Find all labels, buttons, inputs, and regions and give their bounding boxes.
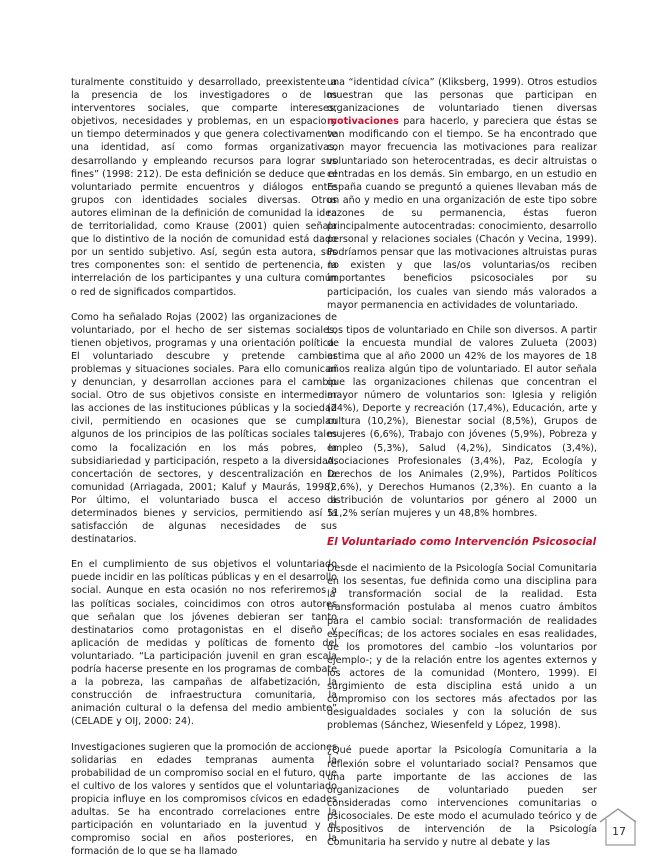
page-number: 17 bbox=[612, 825, 626, 838]
paragraph: turalmente constituido y desarrollado, preexistente a la presencia de los investigadores o de los interventores sociales, que comparte intereses, objetivos, necesidades y problemas, en un espacio y un tiempo determinados y que genera colectivamente una identidad, así como formas organizativas, desarrollando y empleando recursos para lograr sus fines” (1998: 212). De esta definición se deduce que el voluntariado permite encuentros y diálogos entre grupos con identidades sociales diversas. Otros autores eliminan de la definición de comunidad la idea de territorialidad, como Krause (2001) quien señala que lo distintivo de la noción de comunidad está dado por un sentido subjetivo. Así, según esta autora, sus tres componentes son: el sentido de pertenencia, la interrelación de los participantes y una cultura común o red de significados compartidos. bbox=[71, 76, 337, 299]
paragraph: ¿Qué puede aportar la Psicología Comunitaria a la reflexión sobre el voluntariado social? Pensamos que una parte importante de las acciones de las organizaciones de voluntariado pueden ser consideradas como intervenciones comunitarias o psicosociales. De este modo el acumulado teórico y de dispositivos de intervención de la Psicología Comunitaria ha servido y nutre al debate y las bbox=[327, 744, 597, 849]
right-column bbox=[327, 76, 597, 849]
highlighted-term: motivaciones bbox=[327, 116, 399, 127]
section-heading: El Voluntariado como Intervención Psicosocial bbox=[327, 536, 597, 549]
paragraph: En el cumplimiento de sus objetivos el voluntariado puede incidir en las políticas públicas y en el desarrollo social. Aunque en esta ocasión no nos referiremos a las políticas sociales, coincidimos con otros autores que señalan que los jóvenes debieran ser tanto destinatarios como protagonistas en el diseño y aplicación de medidas y políticas de fomento del voluntariado. “La participación juvenil en gran escala podría hacerse presente en los programas de combate a la pobreza, las campañas de alfabetización, la construcción de infraestructura comunitaria, la animación cultural o la defensa del medio ambiente” (CELADE y OIJ, 2000: 24). bbox=[71, 558, 337, 728]
paragraph: Investigaciones sugieren que la promoción de acciones solidarias en edades tempranas aumenta la probabilidad de un compromiso social en el futuro, que el cultivo de los valores y sentidos que el voluntariado propicia influye en los compromisos cívicos en edades adultas. Se ha encontrado correlaciones entre la participación en voluntariado en la juventud y el compromiso social en años posteriores, en la formación de lo que se ha llamado bbox=[71, 741, 337, 858]
paragraph: Como ha señalado Rojas (2002) las organizaciones de voluntariado, por el hecho de ser sistemas sociales, tienen objetivos, programas y una orientación política. El voluntariado descubre y pretende cambiar problemas y situaciones sociales. Para ello comunican y denuncian, y desarrollan acciones para el cambio social. Otro de sus objetivos consiste en intermediar las acciones de las instituciones públicas y la sociedad civil, permitiendo en ocasiones que se cumplan algunos de los principios de las políticas sociales tales como la focalización en los más pobres, la subsidiariedad y participación, respeto a la diversidad, concertación de sectores, y descentralización en la comunidad (Arriagada, 2001; Kaluf y Maurás, 1998). Por último, el voluntariado busca el acceso a determinados bienes y servicios, permitiendo así la satisfacción de algunas necesidades de sus destinatarios. bbox=[71, 311, 337, 547]
paragraph: Desde el nacimiento de la Psicología Social Comunitaria en los sesentas, fue definida como una disciplina para la transformación social de la realidad. Esta transformación postulaba al menos cuatro ámbitos para el cambio social: transformación de realidades específicas; de los actores sociales en esas realidades, de los promotores del cambio –los voluntarios por ejemplo-; y de la relación entre los agentes externos y los actores de la comunidad (Montero, 1999). El surgimiento de esta disciplina está unido a un compromiso con los sectores más afectados por las desigualdades sociales y con la solución de sus problemas (Sánchez, Wiesenfeld y López, 1998). bbox=[327, 562, 597, 732]
paragraph bbox=[327, 76, 597, 312]
paragraph: Los tipos de voluntariado en Chile son diversos. A partir de la encuesta mundial de valores Zulueta (2003) estima que al año 2000 un 42% de los mayores de 18 años realiza algún tipo de voluntariado. El autor señala que las organizaciones chilenas que concentran el mayor número de voluntarios son: Iglesia y religión (24%), Deporte y recreación (17,4%), Educación, arte y cultura (10,2%), Bienestar social (8,5%), Grupos de mujeres (6,6%), Trabajo con jóvenes (5,9%), Pobreza y empleo (5,3%), Salud (4,2%), Sindicatos (3,4%), Asociaciones Profesionales (3,4%), Paz, Ecología y Derechos de los Animales (2,9%), Partidos Políticos (2,6%), y Derechos Humanos (2,3%). En cuanto a la distribución de voluntarios por género al 2000 un 51,2% serían mujeres y un 48,8% hombres. bbox=[327, 324, 597, 520]
paragraph-text: una “identidad cívica” (Kliksberg, 1999). Otros estudios muestran que las personas que participan en organizaciones de voluntariado tienen diversas bbox=[327, 77, 597, 114]
paragraph-text: para hacerlo, y pareciera que éstas se van modificando con el tiempo. Se ha encontrado que con mayor frecuencia las motivaciones para realizar voluntariado son heterocentradas, es decir altruistas o centradas en los demás. Sin embargo, en un estudio en España cuando se preguntó a quienes llevaban más de un año y medio en una organización de este tipo sobre razones de su permanencia, éstas fueron principalmente autocentradas: conocimiento, desarrollo personal y relaciones sociales (Chacón y Vecina, 1999). Podríamos pensar que las motivaciones altruistas puras no existen y que las/os voluntarias/os reciben importantes beneficios psicosociales por su participación, los cuales van siendo más valorados a mayor permanencia en actividades de voluntariado. bbox=[327, 116, 597, 310]
left-column bbox=[71, 76, 337, 858]
